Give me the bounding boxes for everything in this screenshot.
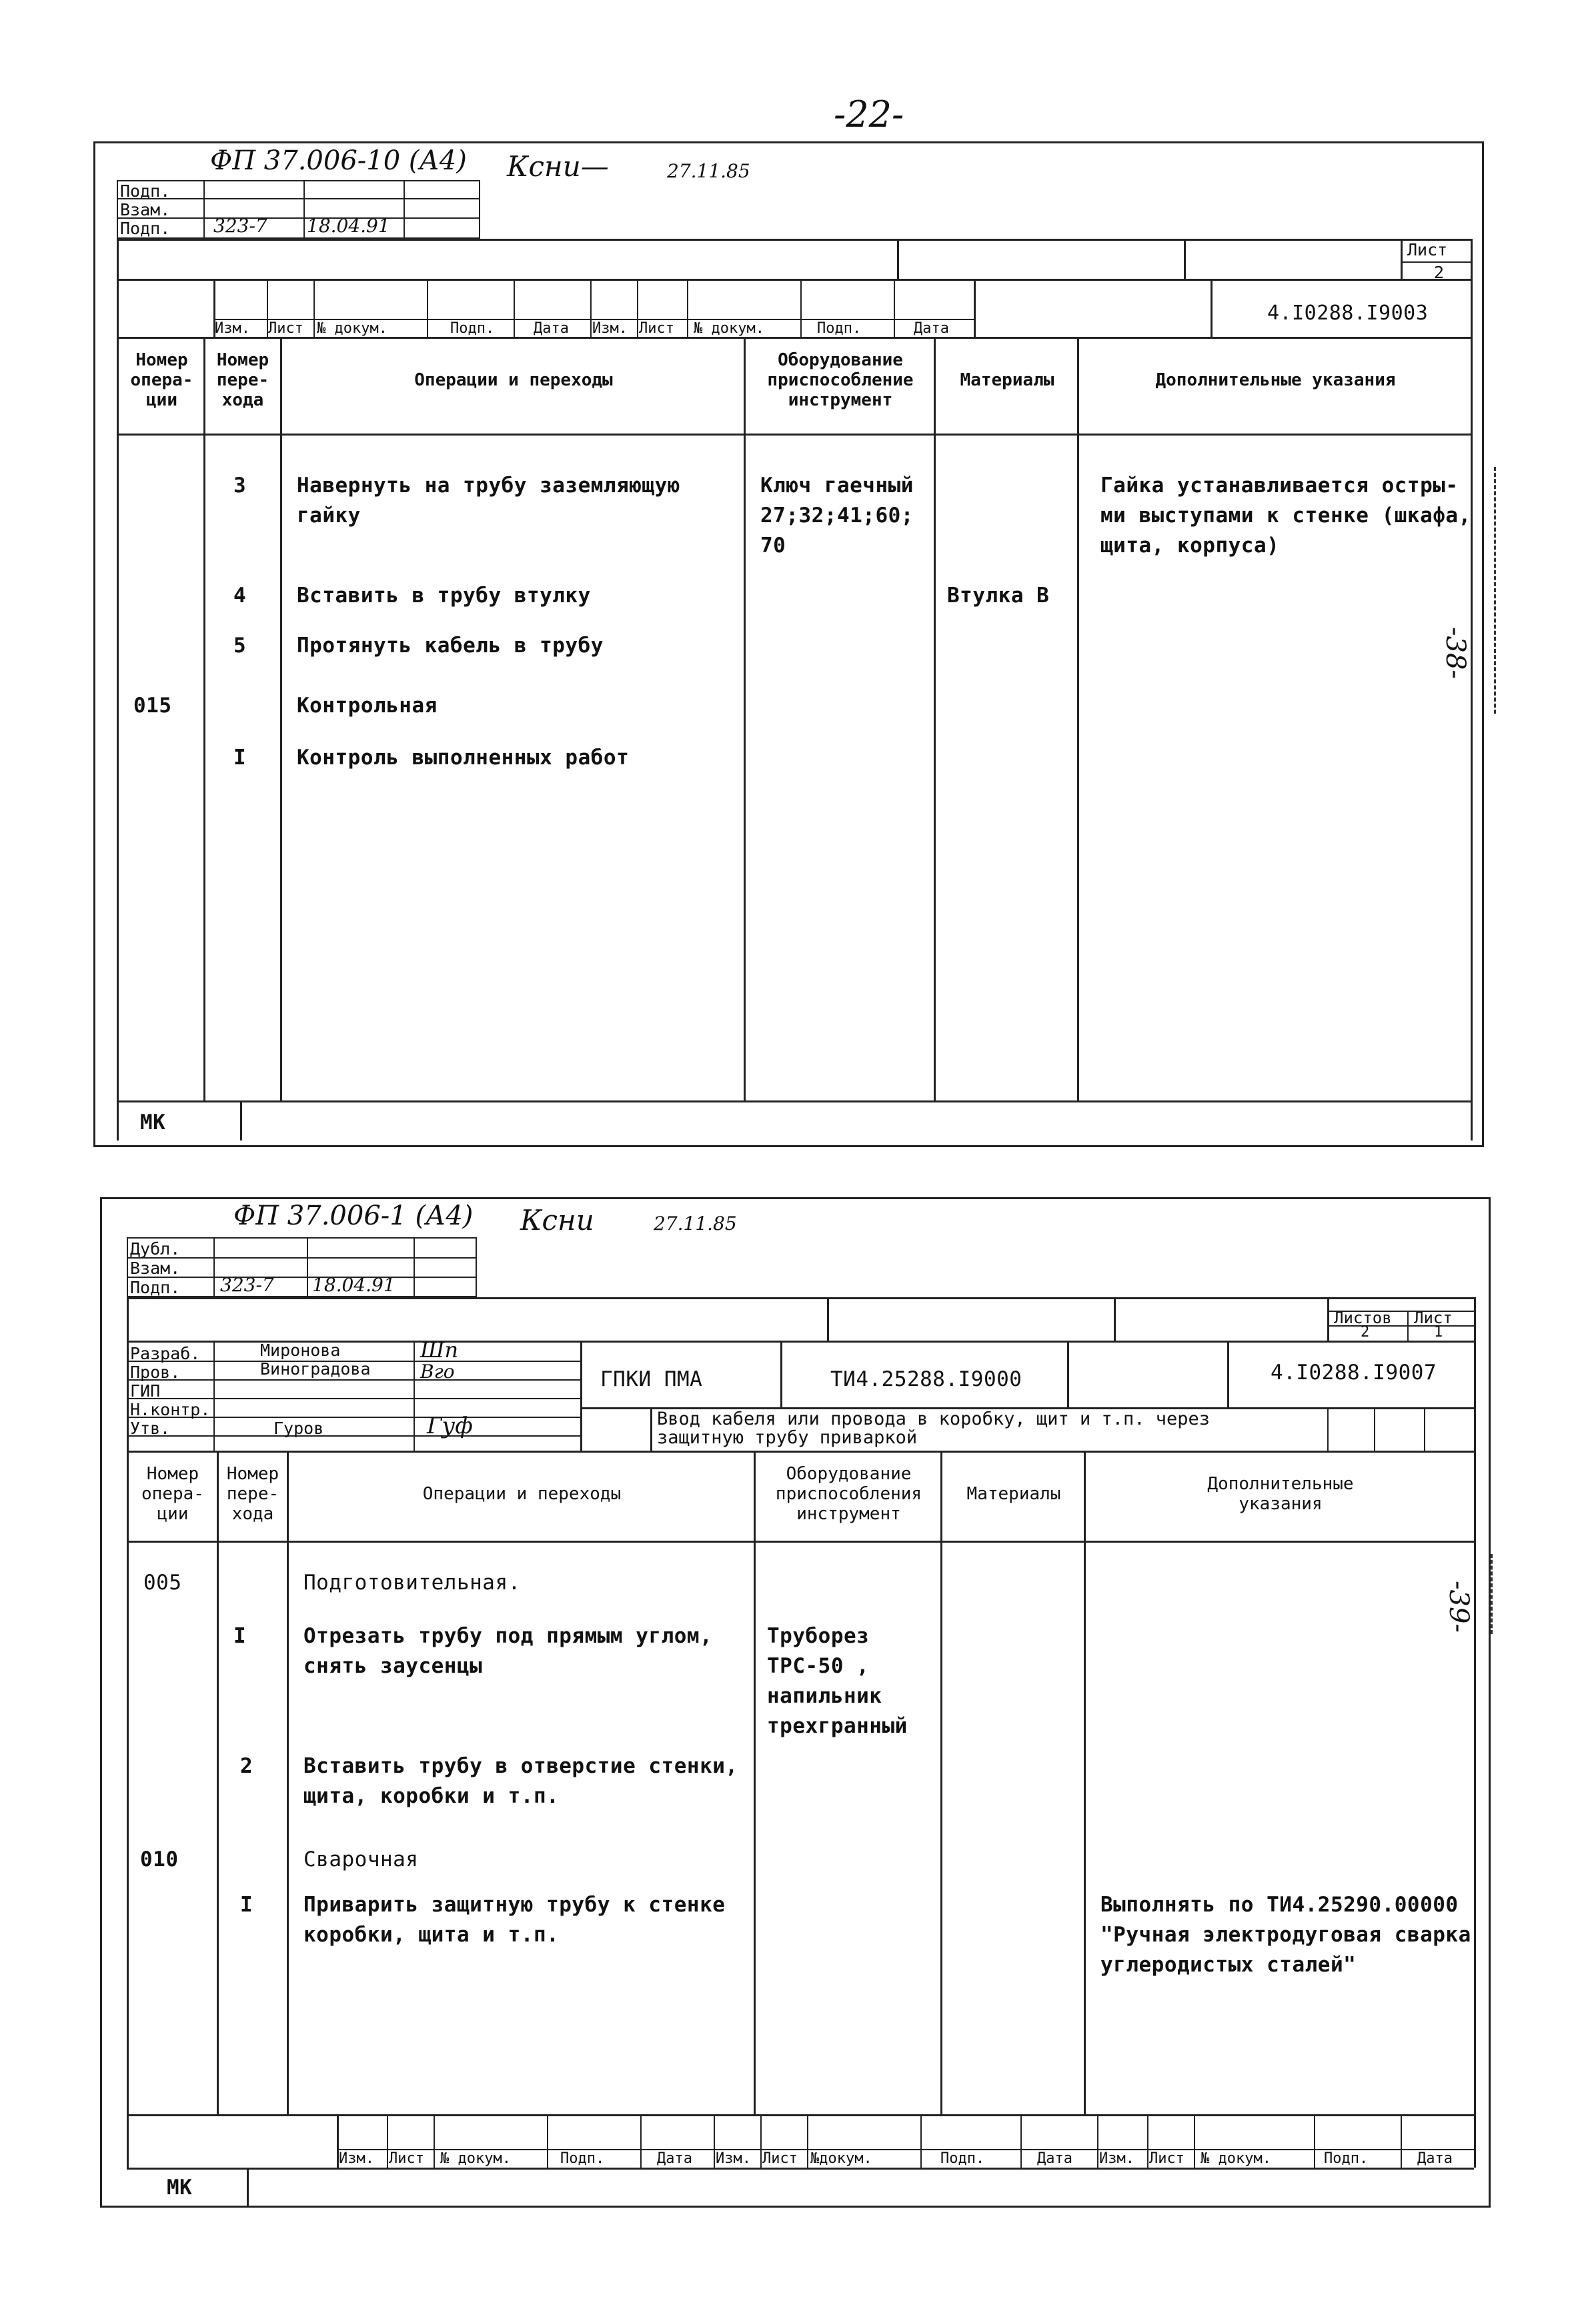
rev-h: Дата [1037,2150,1072,2167]
side-number: -39- [1443,1581,1474,1633]
stamp-label: Подп. [130,1278,181,1297]
stamp-label: Взам. [120,200,171,219]
footer-mark: МК [140,1110,166,1134]
page-number: -22- [834,93,904,135]
op-text: Приварить защитную трубу к стенке [303,1893,726,1917]
col-mat: Материалы [966,1484,1061,1504]
col-tr-no: Номер пере-хода [226,1464,279,1524]
rev-h: № докум. [1201,2150,1271,2167]
equip-text: трехгранный [767,1714,908,1738]
equip-text: 70 [760,534,786,558]
stamp-date: 18.04.91 [307,215,390,237]
op-text: снять заусенцы [303,1654,483,1678]
op-text: гайку [297,504,361,528]
tr-number: 2 [240,1754,253,1778]
staff-signature: Шп [420,1337,459,1363]
sheets-value: 2 [1361,1324,1370,1341]
rev-h: № докум. [317,320,387,337]
col-notes: Дополнительные указания [1207,1474,1354,1514]
rev-h: Подп. [560,2150,605,2167]
staff-role: Разраб. [130,1344,201,1363]
staff-signature: Гуф [427,1413,473,1439]
staff-role: Н.контр. [130,1400,211,1419]
col-equip: Оборудование приспособление инструмент [767,350,914,410]
tr-number: I [233,746,247,770]
col-op-no: Номер опера-ции [141,1464,204,1524]
rev-h: Дата [534,320,569,337]
note-text: "Ручная электродуговая сварка [1100,1923,1471,1947]
op-text: Контроль выполненных работ [297,746,630,770]
op-text: Подготовительная. [303,1571,521,1595]
op-text: Навернуть на трубу заземляющую [297,474,680,498]
col-notes: Дополнительные указания [1155,370,1396,390]
side-number: -38- [1440,627,1471,679]
equip-text: Труборез [767,1624,870,1648]
rev-h: Подп. [940,2150,985,2167]
note-text: Гайка устанавливается остры- [1100,474,1459,498]
org-name: ГПКИ ПМА [600,1367,703,1391]
rev-h: Лист [1149,2150,1184,2167]
op-number: 005 [143,1571,182,1595]
note-text: углеродистых сталей" [1100,1953,1357,1977]
staff-name: Гуров [273,1419,324,1438]
op-text: Сварочная [303,1847,419,1871]
op-text: Вставить трубу в отверстие стенки, [303,1754,738,1778]
signature: Ксни— [507,150,609,183]
op-text: Контрольная [297,694,438,718]
stamp-label: Подп. [120,219,171,238]
rev-h: №докум. [810,2150,872,2167]
rev-h: Подп. [1324,2150,1369,2167]
equip-text: ТРС-50 , [767,1654,870,1678]
rev-h: Дата [1417,2150,1453,2167]
stamp-label: Подп. [120,181,171,201]
rev-h: № докум. [694,320,764,337]
tr-number: I [233,1624,247,1648]
doc-code: 4.I0288.I9003 [1267,301,1429,325]
footer-mark: МК [167,2176,193,2200]
staff-name: Миронова [260,1341,341,1360]
rev-h: Изм. [215,320,250,337]
list-label: Лист [1407,240,1448,259]
form-code: ФП 37.006-10 (А4) [210,145,467,176]
op-text: Протянуть кабель в трубу [297,634,604,658]
op-text: коробки, щита и т.п. [303,1923,560,1947]
rev-h: Изм. [592,320,628,337]
col-equip: Оборудование приспособления инструмент [775,1464,922,1524]
op-number: 010 [140,1847,179,1871]
signature-date: 27.11.85 [654,1213,737,1235]
tr-number: I [240,1893,253,1917]
doc-code: 4.I0288.I9007 [1271,1361,1437,1385]
tr-number: 5 [233,634,247,658]
stamp-inv: 323-7 [220,1274,274,1296]
col-ops: Операции и переходы [414,370,613,390]
note-text: Выполнять по ТИ4.25290.00000 [1100,1893,1459,1917]
col-mat: Материалы [960,370,1054,390]
stamp-label: Взам. [130,1259,181,1278]
equip-text: Ключ гаечный [760,474,914,498]
staff-name: Виноградова [260,1359,371,1379]
op-text: Отрезать трубу под прямым углом, [303,1624,713,1648]
col-tr-no: Номер пере-хода [216,350,269,410]
staff-signature: Вго [420,1361,455,1383]
signature: Ксни [520,1204,594,1237]
equip-text: напильник [767,1684,882,1708]
note-text: ми выступами к стенке (шкафа, [1100,504,1471,528]
op-number: 015 [133,694,172,718]
stamp-label: Дубл. [130,1239,181,1259]
stamp-date: 18.04.91 [312,1274,395,1296]
staff-role: Пров. [130,1363,181,1382]
list-value: 2 [1434,263,1445,282]
note-text: щита, корпуса) [1100,534,1280,558]
sheet-label: Лист [1414,1309,1453,1327]
op-text: Вставить в трубу втулку [297,584,591,608]
doc-title: защитную трубу приваркой [657,1427,918,1448]
rev-h: Изм. [716,2150,751,2167]
ti-code: ТИ4.25288.I9000 [830,1367,1022,1391]
rev-h: Подп. [817,320,862,337]
rev-h: Лист [762,2150,798,2167]
col-op-no: Номер опера-ции [130,350,193,410]
rev-h: Дата [914,320,949,337]
sheets-label: Листов [1334,1309,1392,1327]
doc-title: Ввод кабеля или провода в коробку, щит и т.п. через [657,1409,1211,1429]
mat-text: Втулка В [947,584,1050,608]
signature-date: 27.11.85 [667,160,750,182]
form-code: ФП 37.006-1 (А4) [233,1201,474,1231]
col-ops: Операции и переходы [422,1484,622,1504]
stamp-inv: 323-7 [213,215,267,237]
op-text: щита, коробки и т.п. [303,1784,560,1808]
equip-text: 27;32;41;60; [760,504,914,528]
tr-number: 4 [233,584,247,608]
sheet-value: 1 [1434,1324,1443,1341]
tr-number: 3 [233,474,247,498]
stamp-block [117,180,480,239]
rev-h: Изм. [339,2150,374,2167]
rev-h: Подп. [450,320,495,337]
rev-h: № докум. [440,2150,511,2167]
staff-role: ГИП [130,1381,161,1401]
rev-h: Лист [389,2150,424,2167]
rev-h: Лист [639,320,674,337]
rev-h: Дата [657,2150,692,2167]
staff-role: Утв. [130,1419,171,1438]
rev-h: Лист [268,320,303,337]
rev-h: Изм. [1099,2150,1134,2167]
